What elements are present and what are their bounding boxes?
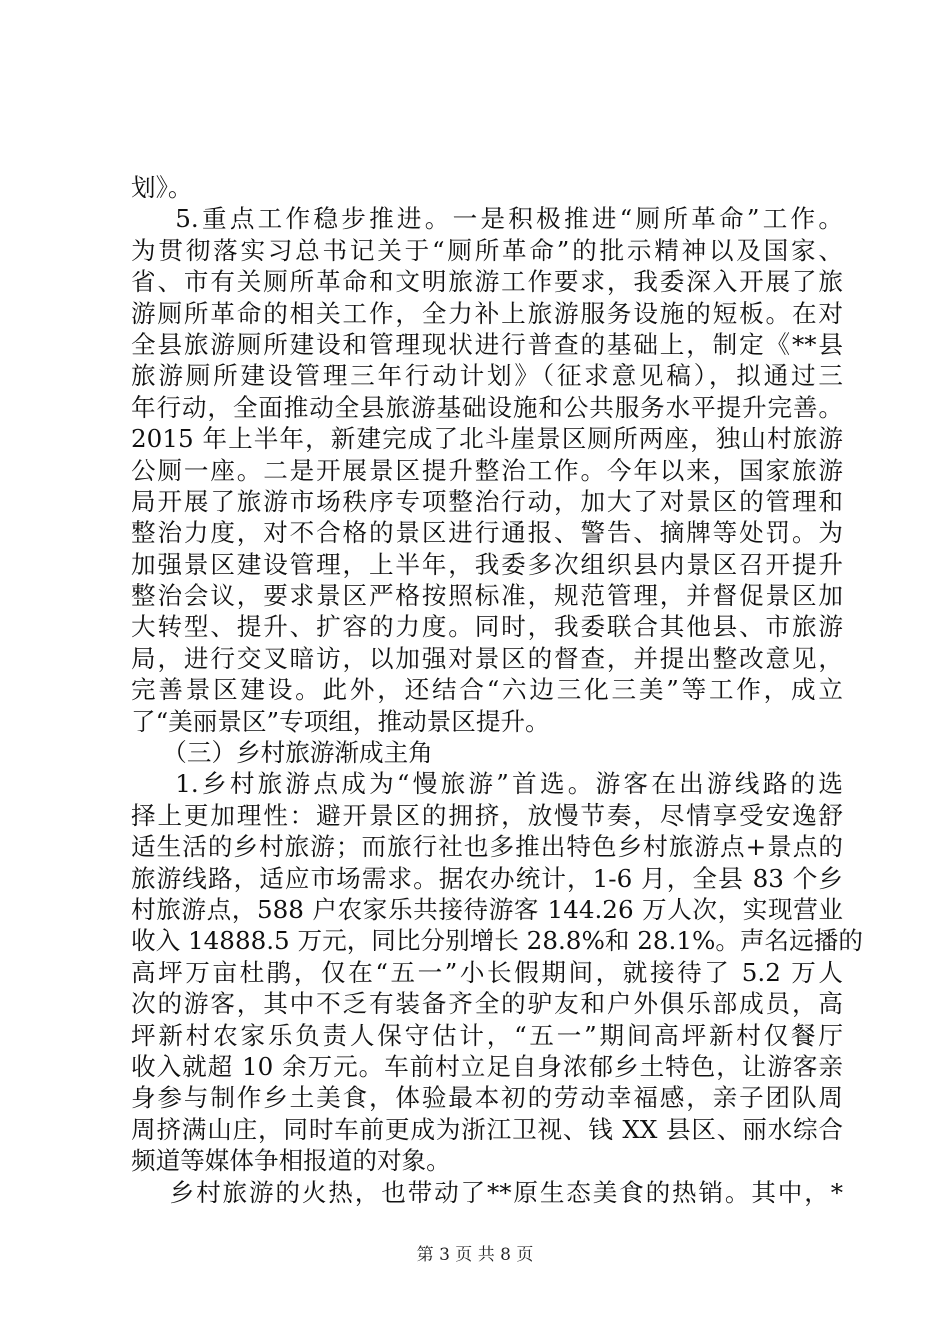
text-line: 收入 14888.5 万元，同比分别增长 28.8%和 28.1%。声名远播的 <box>131 926 863 956</box>
text-line: 频道等媒体争相报道的对象。 <box>131 1146 451 1176</box>
text-line: 1.乡村旅游点成为“慢旅游”首选。游客在出游线路的选 <box>131 769 843 799</box>
text-line: 完善景区建设。此外，还结合“六边三化三美”等工作，成立 <box>131 675 843 705</box>
text-line: 高坪万亩杜鹃，仅在“五一”小长假期间，就接待了 5.2 万人 <box>131 957 843 987</box>
text-line: 省、市有关厕所革命和文明旅游工作要求，我委深入开展了旅 <box>131 267 843 297</box>
text-line: 局开展了旅游市场秩序专项整治行动，加大了对景区的管理和 <box>131 486 843 516</box>
text-line: 整治力度，对不合格的景区进行通报、警告、摘牌等处罚。为 <box>131 518 843 548</box>
text-line: （三）乡村旅游渐成主角 <box>131 738 433 768</box>
text-line: 村旅游点，588 户农家乐共接待游客 144.26 万人次，实现营业 <box>131 894 843 924</box>
text-line: 游厕所革命的相关工作，全力补上旅游服务设施的短板。在对 <box>131 298 843 328</box>
text-line: 身参与制作乡土美食，体验最本初的劳动幸福感，亲子团队周 <box>131 1083 843 1113</box>
text-line: 年行动，全面推动全县旅游基础设施和公共服务水平提升完善。 <box>131 392 843 422</box>
text-line: 整治会议，要求景区严格按照标准，规范管理，并督促景区加 <box>131 581 843 611</box>
text-line: 了“美丽景区”专项组，推动景区提升。 <box>131 706 550 736</box>
text-line: 适生活的乡村旅游；而旅行社也多推出特色乡村旅游点+景点的 <box>131 832 843 862</box>
text-line: 加强景区建设管理，上半年，我委多次组织县内景区召开提升 <box>131 549 843 579</box>
text-line: 划》。 <box>131 173 193 202</box>
text-line: 周挤满山庄，同时车前更成为浙江卫视、钱 XX 县区、丽水综合 <box>131 1114 843 1144</box>
text-line: 2015 年上半年，新建完成了北斗崖景区厕所两座，独山村旅游 <box>131 424 843 454</box>
text-line: 为贯彻落实习总书记关于“厕所革命”的批示精神以及国家、 <box>131 235 843 265</box>
text-line: 择上更加理性：避开景区的拥挤，放慢节奏，尽情享受安逸舒 <box>131 800 843 830</box>
text-line: 旅游厕所建设管理三年行动计划》（征求意见稿），拟通过三 <box>131 361 843 391</box>
text-line: 大转型、提升、扩容的力度。同时，我委联合其他县、市旅游 <box>131 612 843 642</box>
document-body <box>131 172 863 1208</box>
text-line: 5.重点工作稳步推进。一是积极推进“厕所革命”工作。 <box>131 204 843 234</box>
text-line: 公厕一座。二是开展景区提升整治工作。今年以来，国家旅游 <box>131 455 843 485</box>
text-line: 旅游线路，适应市场需求。据农办统计，1-6 月，全县 83 个乡 <box>131 863 843 893</box>
text-line: 乡村旅游的火热，也带动了**原生态美食的热销。其中，* <box>131 1177 843 1207</box>
text-line: 坪新村农家乐负责人保守估计，“五一”期间高坪新村仅餐厅 <box>131 1020 843 1050</box>
text-line: 全县旅游厕所建设和管理现状进行普查的基础上，制定《**县 <box>131 329 843 359</box>
page-footer: 第 3 页 共 8 页 <box>416 1245 534 1265</box>
text-line: 次的游客，其中不乏有装备齐全的驴友和户外俱乐部成员，高 <box>131 989 843 1019</box>
text-line: 收入就超 10 余万元。车前村立足自身浓郁乡土特色，让游客亲 <box>131 1051 843 1081</box>
text-line: 局，进行交叉暗访，以加强对景区的督查，并提出整改意见， <box>131 643 843 673</box>
